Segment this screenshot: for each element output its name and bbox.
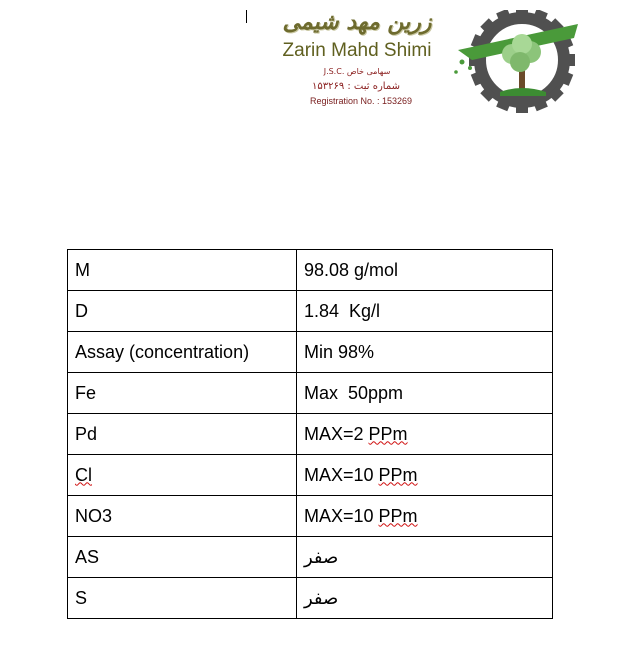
value-text: صفر (304, 587, 339, 608)
logo-registration-english: Registration No. : 153269 (309, 96, 413, 106)
value-text: MAX=10 (304, 464, 379, 485)
logo-name-english: Zarin Mahd Shimi (282, 40, 432, 61)
text-cursor (246, 10, 247, 23)
specification-table (67, 249, 553, 619)
logo-company-type: J.S.C. سهامی خاص (323, 67, 391, 76)
property-cell (68, 578, 297, 619)
value-text: MAX=2 (304, 423, 369, 444)
table-row (68, 414, 553, 455)
value-unit: PPm (378, 505, 418, 526)
value-text: MAX=10 (304, 505, 379, 526)
table-row (68, 291, 553, 332)
property-label: Assay (concentration) (75, 341, 250, 362)
value-text: Max 50ppm (304, 382, 404, 403)
value-text: 1.84 Kg/l (304, 300, 381, 321)
value-cell (297, 414, 553, 455)
property-cell (68, 414, 297, 455)
property-label: S (75, 587, 88, 608)
property-cell (68, 537, 297, 578)
value-cell (297, 578, 553, 619)
value-cell (297, 332, 553, 373)
value-text: 98.08 g/mol (304, 259, 399, 280)
value-unit: PPm (368, 423, 408, 444)
property-label: NO3 (75, 505, 113, 526)
property-cell (68, 455, 297, 496)
property-label: AS (75, 546, 100, 567)
value-cell (297, 250, 553, 291)
property-cell (68, 291, 297, 332)
table-row (68, 373, 553, 414)
logo-registration-persian: شماره ثبت : ۱۵۳۲۶۹ (311, 81, 401, 92)
value-text: Min 98% (304, 341, 375, 362)
value-unit: PPm (378, 464, 418, 485)
table-row (68, 455, 553, 496)
property-label: Fe (75, 382, 97, 403)
table-row (68, 578, 553, 619)
property-label: M (75, 259, 90, 280)
property-cell (68, 250, 297, 291)
value-cell (297, 455, 553, 496)
gear-tree-emblem-icon (450, 10, 582, 114)
value-cell (297, 496, 553, 537)
table-row (68, 250, 553, 291)
logo-name-persian: زرین مهد شیمی (282, 10, 432, 35)
value-cell (297, 291, 553, 332)
company-logo (262, 10, 582, 114)
value-cell (297, 537, 553, 578)
property-label: D (75, 300, 88, 321)
value-cell (297, 373, 553, 414)
property-label: Cl (75, 464, 92, 485)
property-label: Pd (75, 423, 98, 444)
property-cell (68, 373, 297, 414)
property-cell (68, 496, 297, 537)
table-row (68, 332, 553, 373)
property-cell (68, 332, 297, 373)
table-row (68, 496, 553, 537)
value-text: صفر (304, 546, 339, 567)
table-row (68, 537, 553, 578)
